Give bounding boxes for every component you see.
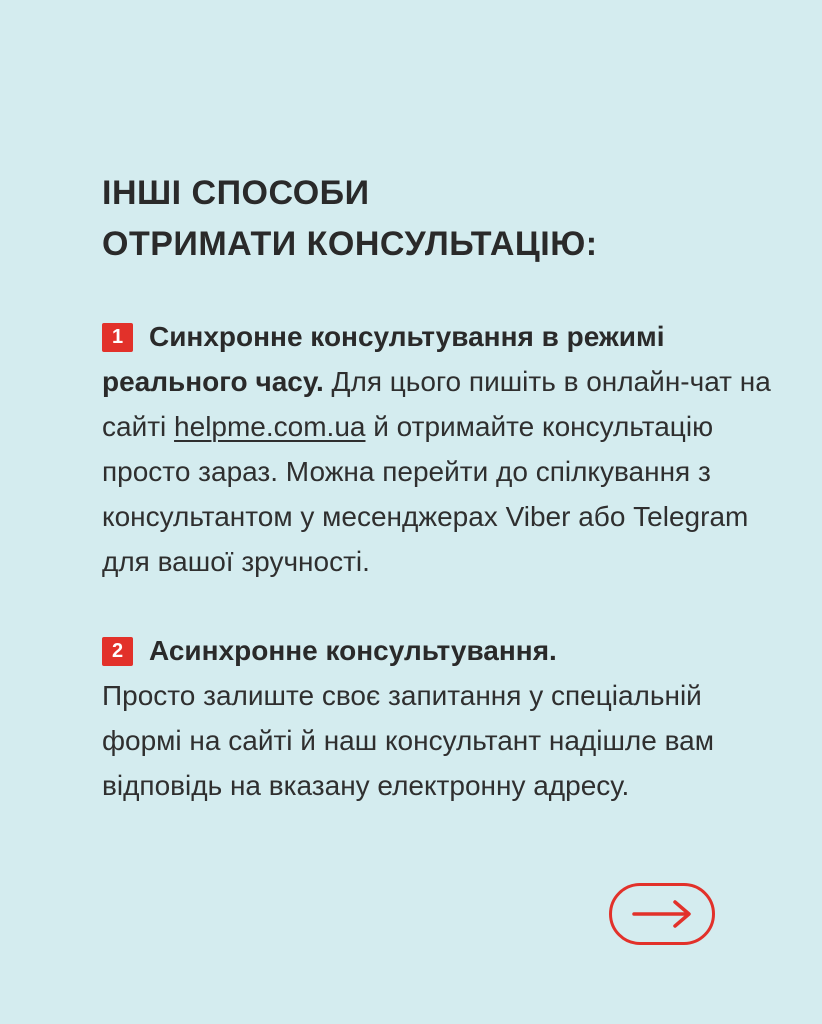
number-badge: 1: [102, 323, 133, 352]
method-title: Асинхронне консультування.: [149, 635, 557, 666]
website-link[interactable]: helpme.com.ua: [174, 411, 366, 442]
page-title-line-2: ОТРИМАТИ КОНСУЛЬТАЦІЮ:: [102, 225, 598, 263]
method-text: Для цього пишіть в онлайн-чат на сайті: [102, 366, 771, 442]
method-text: Просто залиште своє запитання у спеціальній формі на сайті й наш консультант надішле вам відповідь на вказану електронну адресу.: [102, 680, 714, 801]
arrow-right-icon: [630, 899, 694, 929]
method-title: Синхронне консультування в режимі реального часу.: [102, 321, 665, 397]
number-badge: 2: [102, 637, 133, 666]
method-item-sync: [102, 314, 782, 584]
page-title-line-1: ІНШІ СПОСОБИ: [102, 174, 370, 212]
method-item-async: [102, 628, 782, 808]
main-content: [102, 168, 782, 808]
page-title: [102, 168, 782, 270]
next-button[interactable]: [609, 883, 715, 945]
method-text-continued: й отримайте консультацію просто зараз. Можна перейти до спілкування з консультантом у месенджерах Viber або Telegram для вашої зручності.: [102, 411, 749, 577]
